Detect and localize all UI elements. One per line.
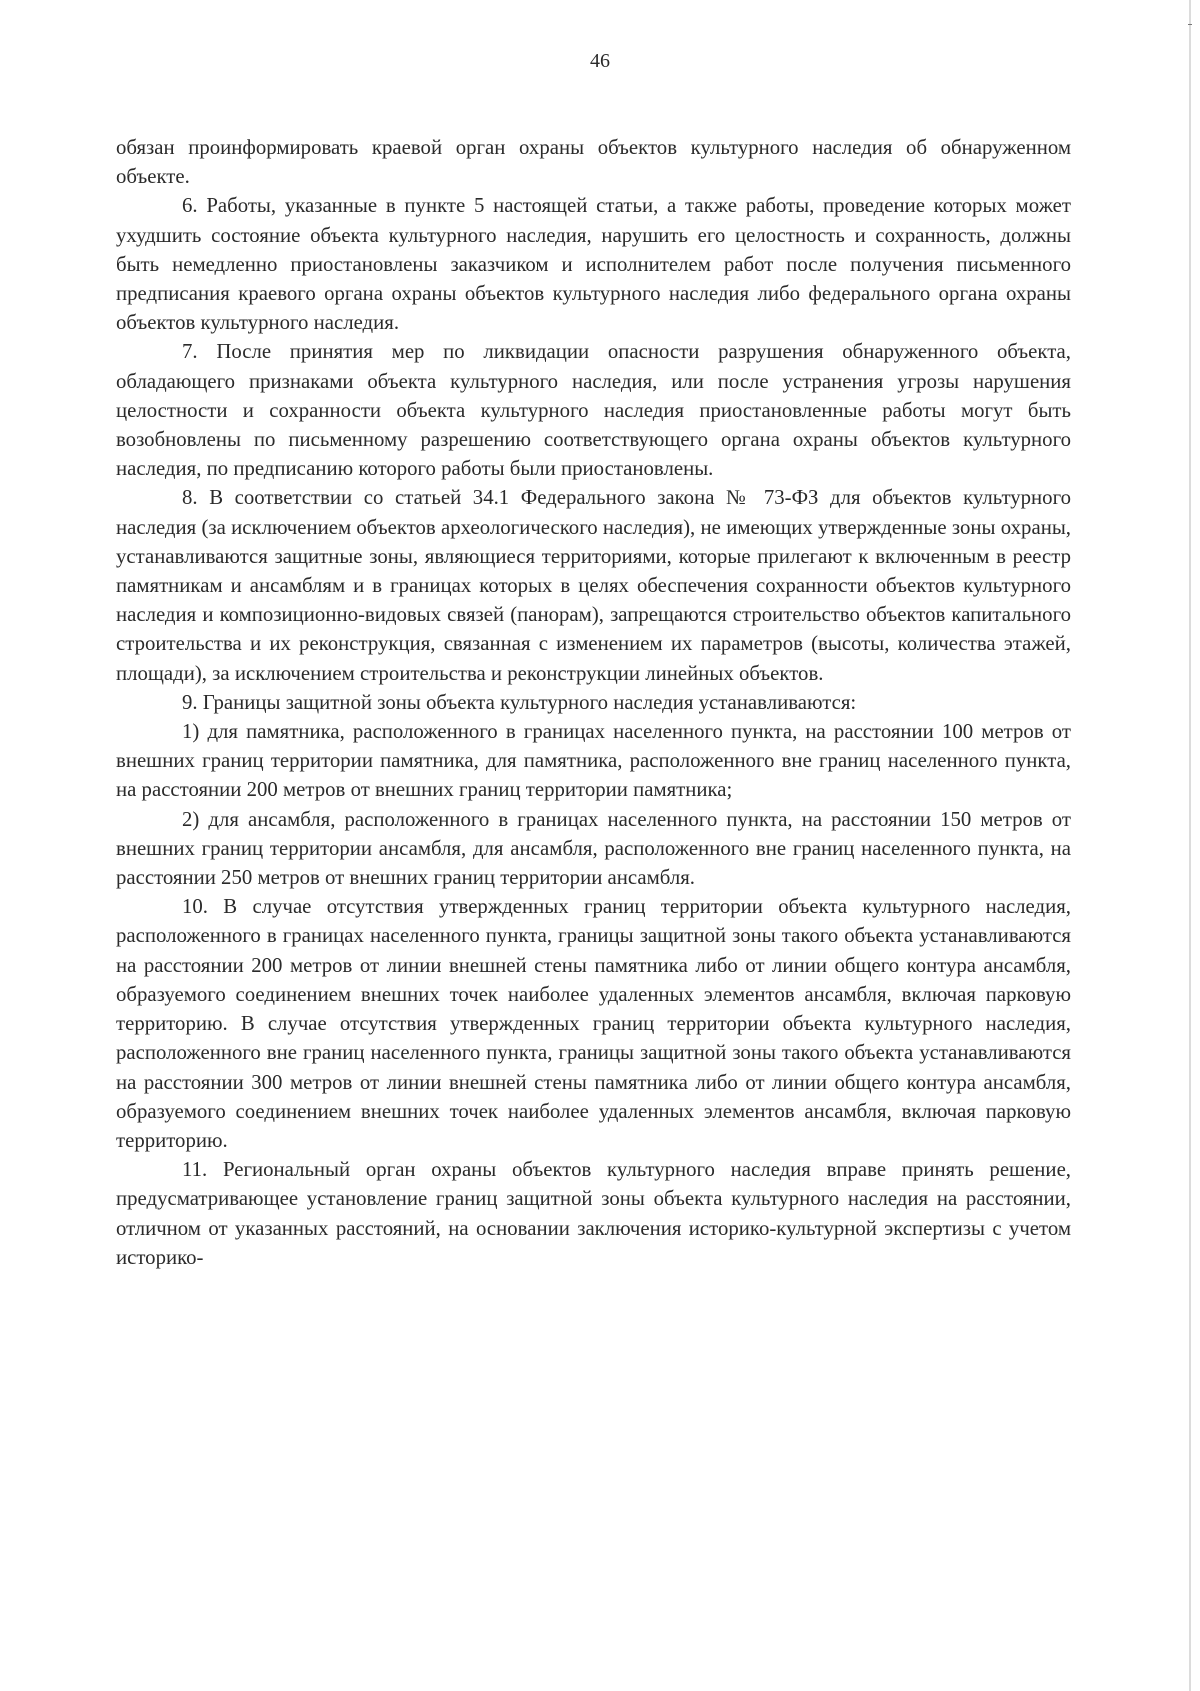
paragraph-item-10: 10. В случае отсутствия утвержденных границ территории объекта культурного наследия, расположенного в границах населенного пункта, границы защитной зоны такого объекта устанавливаются на расстоянии 200 метров от линии внешней стены памятника либо от линии общего контура ансамбля, образуемого соединением внешних точек наиболее удаленных элементов ансамбля, включая парковую территорию. В случае отсутствия утвержденных границ территории объекта культурного наследия, расположенного вне границ населенного пункта, границы защитной зоны такого объекта устанавливаются на расстоянии 300 метров от линии внешней стены памятника либо от линии общего контура ансамбля, образуемого соединением внешних точек наиболее удаленных элементов ансамбля, включая парковую территорию. <box>116 895 1071 1152</box>
paragraph-item-9-2: 2) для ансамбля, расположенного в границах населенного пункта, на расстоянии 150 метров от внешних границ территории ансамбля, для ансамбля, расположенного вне границ населенного пункта, на расстоянии 250 метров от внешних границ территории ансамбля. <box>116 807 1071 890</box>
paragraph-item-9: 9. Границы защитной зоны объекта культурного наследия устанавливаются: <box>182 690 857 714</box>
page-number: 46 <box>590 50 610 72</box>
paragraph-item-7: 7. После принятия мер по ликвидации опасности разрушения обнаруженного объекта, обладающего признаками объекта культурного наследия, или после устранения угрозы нарушения целостности и сохранности объекта культурного наследия приостановленные работы могут быть возобновлены по письменному разрешению соответствующего органа охраны объектов культурного наследия, по предписанию которого работы были приостановлены. <box>116 340 1071 481</box>
document-body <box>116 133 1071 1272</box>
paragraph-continuation: обязан проинформировать краевой орган охраны объектов культурного наследия об обнаруженном объекте. <box>116 136 1071 189</box>
paragraph-item-8: 8. В соответствии со статьей 34.1 Федерального закона № 73-ФЗ для объектов культурного наследия (за исключением объектов археологического наследия), не имеющих утвержденные зоны охраны, устанавливаются защитные зоны, являющиеся территориями, которые прилегают к включенным в реестр памятникам и ансамблям и в границах которых в целях обеспечения сохранности объектов культурного наследия и композиционно-видовых связей (панорам), запрещаются строительство объектов капитального строительства и их реконструкция, связанная с изменением их параметров (высоты, количества этажей, площади), за исключением строительства и реконструкции линейных объектов. <box>116 486 1071 685</box>
scan-edge-line <box>1189 0 1191 1691</box>
scan-edge-mark <box>1188 24 1192 25</box>
paragraph-item-9-1: 1) для памятника, расположенного в границах населенного пункта, на расстоянии 100 метров от внешних границ территории памятника, для памятника, расположенного вне границ населенного пункта, на расстоянии 200 метров от внешних границ территории памятника; <box>116 720 1071 802</box>
paragraph-item-6: 6. Работы, указанные в пункте 5 настоящей статьи, а также работы, проведение которых может ухудшить состояние объекта культурного наследия, нарушить его целостность и сохранность, должны быть немедленно приостановлены заказчиком и исполнителем работ после получения письменного предписания краевого органа охраны объектов культурного наследия либо федерального органа охраны объектов культурного наследия. <box>116 194 1071 335</box>
paragraph-item-11: 11. Региональный орган охраны объектов культурного наследия вправе принять решение, предусматривающее установление границ защитной зоны объекта культурного наследия на расстоянии, отличном от указанных расстояний, на основании заключения историко-культурной экспертизы с учетом историко- <box>116 1158 1071 1269</box>
